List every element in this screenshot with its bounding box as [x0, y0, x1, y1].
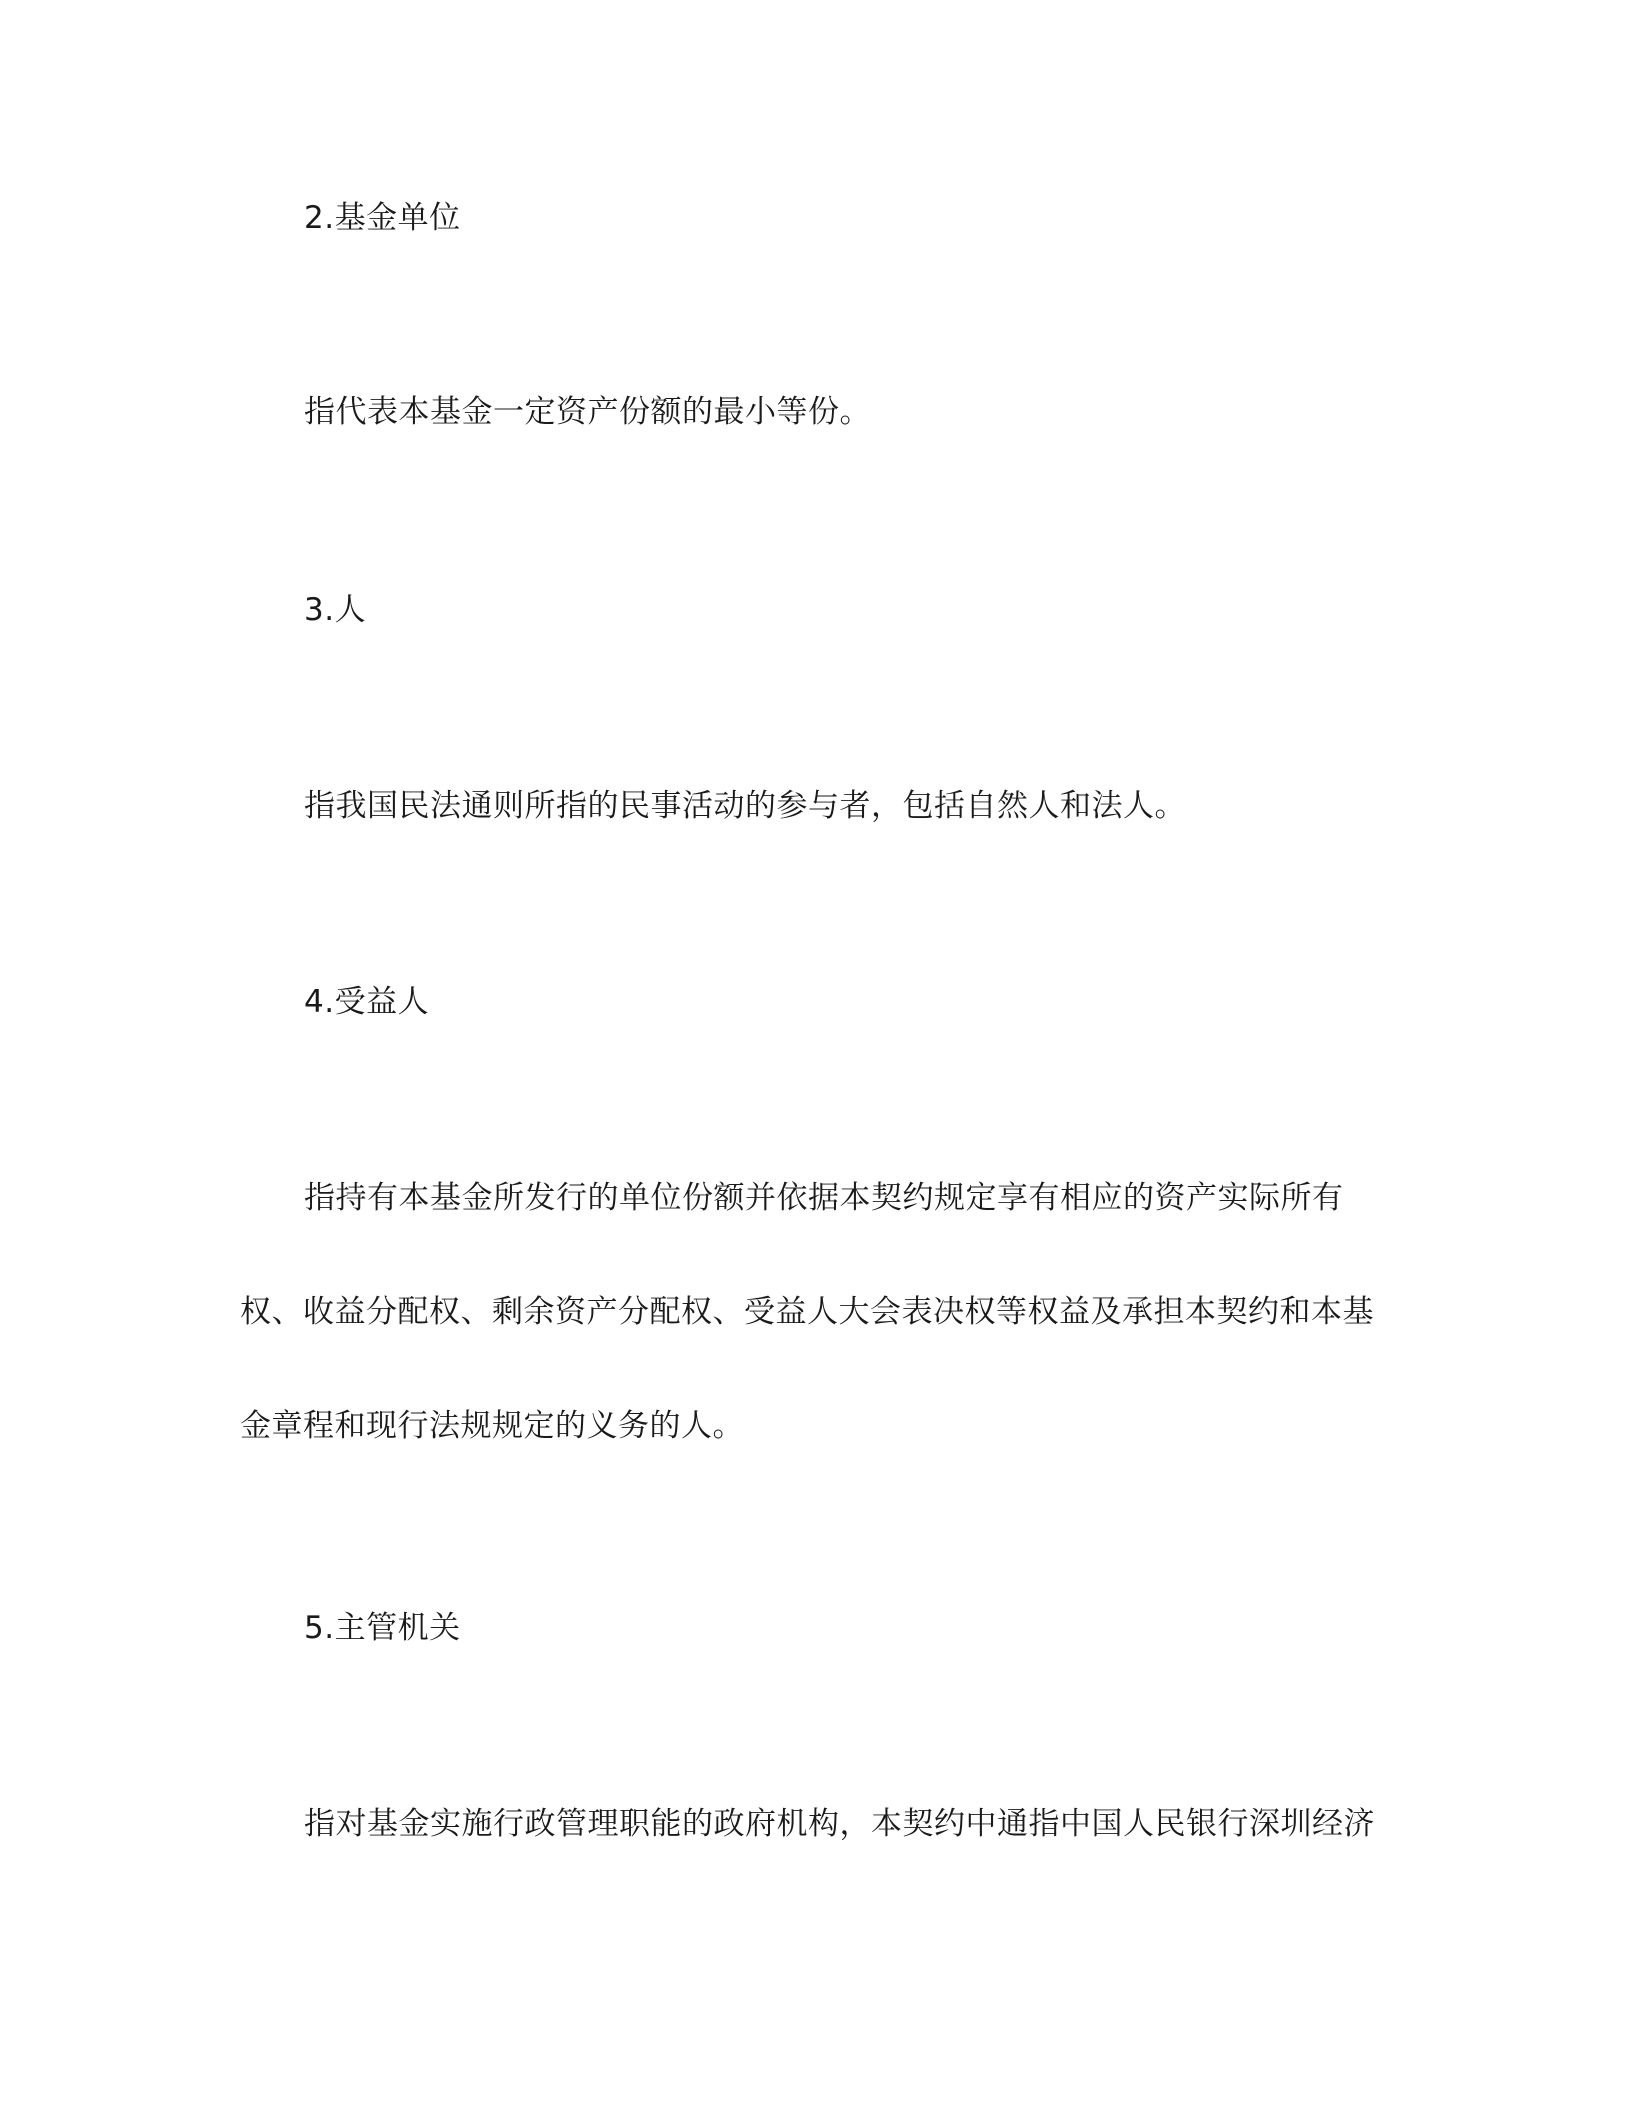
section-body-line: 指代表本基金一定资产份额的最小等份。 [304, 394, 871, 430]
section-body-line: 指持有本基金所发行的单位份额并依据本契约规定享有相应的资产实际所有 [304, 1180, 1344, 1216]
section-body-line: 权、收益分配权、剩余资产分配权、受益人大会表决权等权益及承担本契约和本基 [240, 1294, 1374, 1330]
section-body-line: 指我国民法通则所指的民事活动的参与者，包括自然人和法人。 [304, 788, 1186, 824]
section-heading: 2.基金单位 [304, 200, 461, 236]
section-body-line: 金章程和现行法规规定的义务的人。 [240, 1408, 744, 1444]
section-heading: 3.人 [304, 592, 367, 628]
section-body-line: 指对基金实施行政管理职能的政府机构，本契约中通指中国人民银行深圳经济 [304, 1806, 1375, 1842]
section-heading: 5.主管机关 [304, 1610, 461, 1646]
section-heading: 4.受益人 [304, 984, 430, 1020]
